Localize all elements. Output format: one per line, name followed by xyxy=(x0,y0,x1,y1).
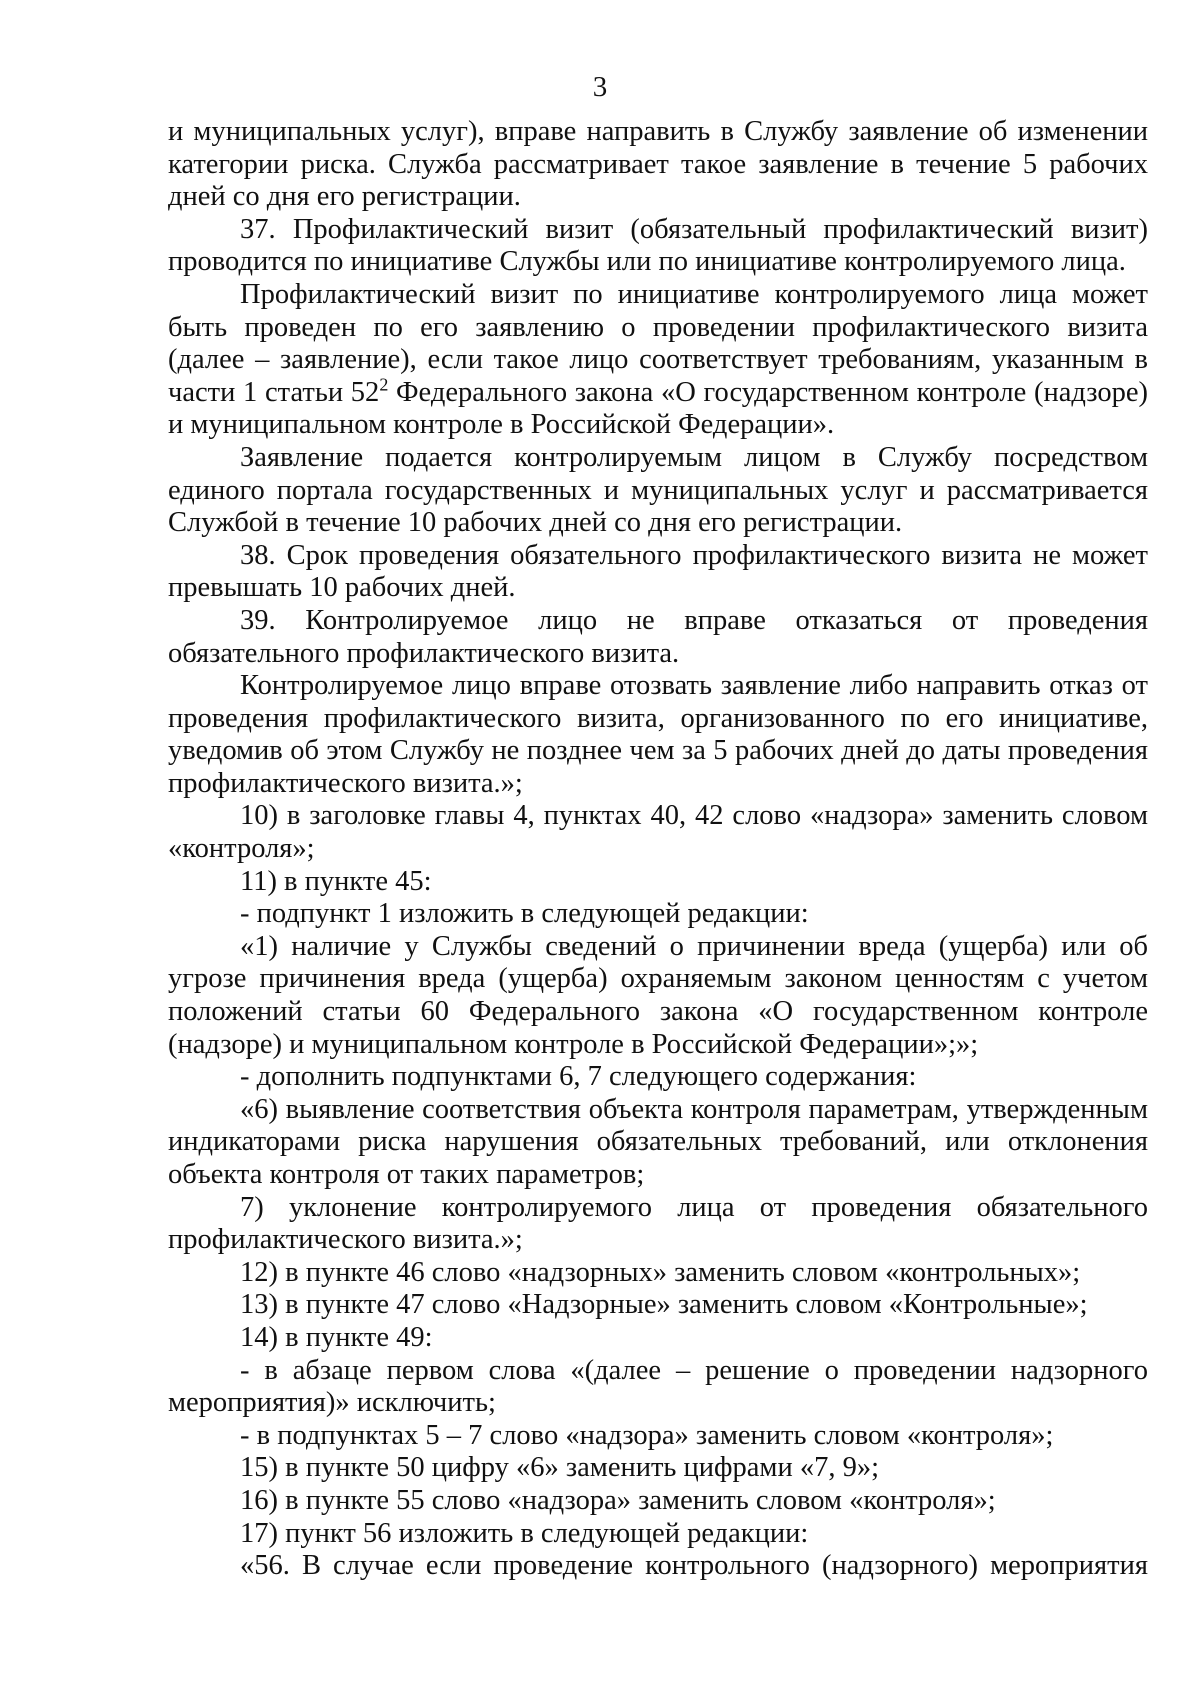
paragraph-withdraw: Контролируемое лицо вправе отозвать заявление либо направить отказ от проведения профилактического визита, организованного по его инициативе, уведомив об этом Службу не позднее чем за 5 рабочих дней до даты проведения профилактического визита.»; xyxy=(168,670,1148,799)
amendment-11-text-1: «1) наличие у Службы сведений о причинении вреда (ущерба) или об угрозе причинения вреда (ущерба) охраняемым законом ценностям с учетом положений статьи 60 Федерального закона «О государственном контроле (надзоре) и муниципальном контроле в Российской Федерации»;»; xyxy=(168,930,1148,1060)
amendment-11-text-6: «6) выявление соответствия объекта контроля параметрам, утвержденным индикаторами риска нарушения обязательных требований, или отклонения объекта контроля от таких параметров; xyxy=(168,1093,1148,1190)
superscript: 2 xyxy=(379,374,389,395)
paragraph-38: 38. Срок проведения обязательного профилактического визита не может превышать 10 рабочих дней. xyxy=(168,539,1148,604)
paragraph-text: Профилактический визит по инициативе контролируемого лица может быть проведен по его заявлению о проведении профилактического визита (далее – заявление), если такое лицо соответствует требованиям, указанным в части 1 статьи 52 xyxy=(168,278,1148,408)
paragraph-application: Заявление подается контролируемым лицом в Службу посредством единого портала государственных и муниципальных услуг и рассматривается Службой в течение 10 рабочих дней со дня его регистрации. xyxy=(168,441,1148,539)
amendment-11-sub-1: - подпункт 1 изложить в следующей редакции: xyxy=(240,898,809,930)
amendment-11-text-7: 7) уклонение контролируемого лица от проведения обязательного профилактического визита.»; xyxy=(168,1191,1148,1256)
amendment-17: 17) пункт 56 изложить в следующей редакции: xyxy=(240,1517,809,1549)
amendment-12: 12) в пункте 46 слово «надзорных» заменить словом «контрольных»; xyxy=(240,1256,1081,1288)
amendment-11-sub-2: - дополнить подпунктами 6, 7 следующего содержания: xyxy=(240,1061,917,1093)
paragraph-visit-initiative xyxy=(168,279,1148,442)
amendment-16: 16) в пункте 55 слово «надзора» заменить словом «контроля»; xyxy=(240,1484,996,1516)
amendment-10: 10) в заголовке главы 4, пунктах 40, 42 слово «надзора» заменить словом «контроля»; xyxy=(168,800,1148,865)
paragraph-continuation: и муниципальных услуг), вправе направить в Службу заявление об изменении категории риска. Служба рассматривает такое заявление в течение 5 рабочих дней со дня его регистрации. xyxy=(168,116,1148,213)
amendment-14-sub-1: - в абзаце первом слова «(далее – решение о проведении надзорного мероприятия)» исключить; xyxy=(168,1354,1148,1419)
amendment-14: 14) в пункте 49: xyxy=(240,1321,433,1353)
paragraph-37: 37. Профилактический визит (обязательный профилактический визит) проводится по инициативе Службы или по инициативе контролируемого лица. xyxy=(168,213,1148,278)
amendment-13: 13) в пункте 47 слово «Надзорные» заменить словом «Контрольные»; xyxy=(240,1289,1088,1321)
amendment-14-sub-2: - в подпунктах 5 – 7 слово «надзора» заменить словом «контроля»; xyxy=(240,1419,1054,1451)
amendment-11: 11) в пункте 45: xyxy=(240,865,432,897)
document-body xyxy=(168,116,1148,1583)
amendment-15: 15) в пункте 50 цифру «6» заменить цифрами «7, 9»; xyxy=(240,1452,879,1484)
paragraph-39: 39. Контролируемое лицо не вправе отказаться от проведения обязательного профилактического визита. xyxy=(168,604,1148,669)
page-number: 3 xyxy=(592,71,608,103)
amendment-17-text: «56. В случае если проведение контрольного (надзорного) мероприятия xyxy=(240,1550,1148,1582)
paragraph-text: Федерального закона «О государственном контроле (надзоре) и муниципальном контроле в Российской Федерации». xyxy=(168,376,1148,441)
